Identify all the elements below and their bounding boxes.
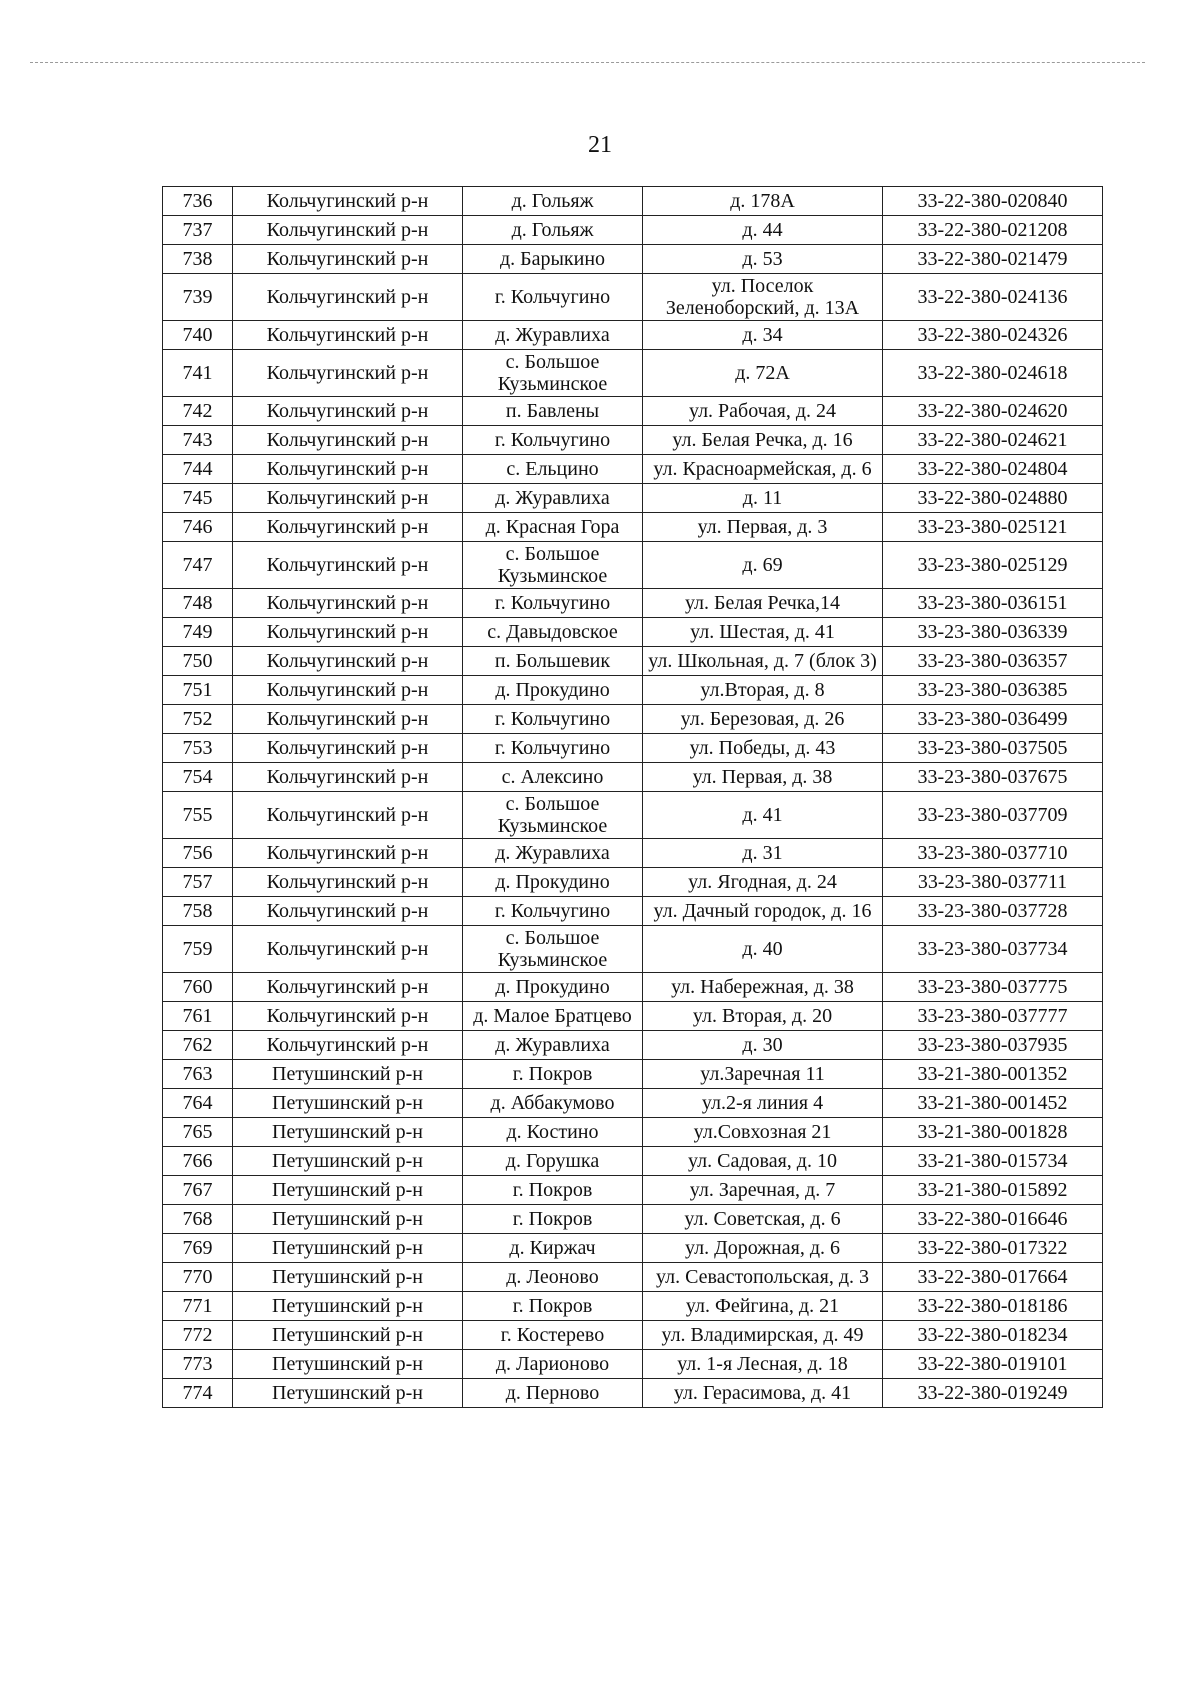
district-cell: Петушинский р-н — [233, 1147, 463, 1176]
address-cell: ул. Фейгина, д. 21 — [643, 1292, 883, 1321]
district-cell: Кольчугинский р-н — [233, 763, 463, 792]
address-cell: д. 41 — [643, 792, 883, 839]
row-number: 774 — [163, 1379, 233, 1408]
code-cell: 33-22-380-024804 — [883, 455, 1103, 484]
table-row — [163, 187, 1103, 216]
locality-cell: г. Кольчугино — [463, 734, 643, 763]
district-cell: Кольчугинский р-н — [233, 839, 463, 868]
row-number: 738 — [163, 245, 233, 274]
code-cell: 33-23-380-037728 — [883, 897, 1103, 926]
address-cell: ул. 1-я Лесная, д. 18 — [643, 1350, 883, 1379]
district-cell: Кольчугинский р-н — [233, 618, 463, 647]
row-number: 747 — [163, 542, 233, 589]
district-cell: Кольчугинский р-н — [233, 245, 463, 274]
locality-cell: с. Давыдовское — [463, 618, 643, 647]
locality-cell: г. Кольчугино — [463, 897, 643, 926]
table-row — [163, 350, 1103, 397]
table-row — [163, 589, 1103, 618]
address-cell: ул.Заречная 11 — [643, 1060, 883, 1089]
row-number: 767 — [163, 1176, 233, 1205]
table-row — [163, 897, 1103, 926]
table-row — [163, 618, 1103, 647]
address-cell: ул.Вторая, д. 8 — [643, 676, 883, 705]
address-cell: д. 34 — [643, 321, 883, 350]
locality-cell: д. Горушка — [463, 1147, 643, 1176]
locality-cell: д. Ларионово — [463, 1350, 643, 1379]
row-number: 761 — [163, 1002, 233, 1031]
district-cell: Кольчугинский р-н — [233, 734, 463, 763]
table-row — [163, 1379, 1103, 1408]
code-cell: 33-23-380-025121 — [883, 513, 1103, 542]
locality-cell: д. Леоново — [463, 1263, 643, 1292]
address-cell: д. 69 — [643, 542, 883, 589]
row-number: 756 — [163, 839, 233, 868]
locality-cell: д. Перново — [463, 1379, 643, 1408]
locality-cell: д. Журавлиха — [463, 484, 643, 513]
locality-cell: д. Красная Гора — [463, 513, 643, 542]
district-cell: Петушинский р-н — [233, 1176, 463, 1205]
row-number: 753 — [163, 734, 233, 763]
table-row — [163, 245, 1103, 274]
code-cell: 33-21-380-015892 — [883, 1176, 1103, 1205]
code-cell: 33-23-380-037711 — [883, 868, 1103, 897]
locality-cell: п. Бавлены — [463, 397, 643, 426]
locality-cell: г. Покров — [463, 1292, 643, 1321]
address-cell: ул. Белая Речка,14 — [643, 589, 883, 618]
address-cell: д. 40 — [643, 926, 883, 973]
address-cell: ул. Советская, д. 6 — [643, 1205, 883, 1234]
table-row — [163, 274, 1103, 321]
address-cell: д. 11 — [643, 484, 883, 513]
district-cell: Петушинский р-н — [233, 1205, 463, 1234]
code-cell: 33-22-380-024618 — [883, 350, 1103, 397]
district-cell: Кольчугинский р-н — [233, 1002, 463, 1031]
row-number: 754 — [163, 763, 233, 792]
row-number: 736 — [163, 187, 233, 216]
row-number: 766 — [163, 1147, 233, 1176]
locality-cell: с. Алексино — [463, 763, 643, 792]
code-cell: 33-21-380-015734 — [883, 1147, 1103, 1176]
district-cell: Кольчугинский р-н — [233, 647, 463, 676]
table-row — [163, 839, 1103, 868]
address-cell: ул. Севастопольская, д. 3 — [643, 1263, 883, 1292]
address-cell: ул. Заречная, д. 7 — [643, 1176, 883, 1205]
locality-cell: д. Гольяж — [463, 216, 643, 245]
code-cell: 33-22-380-017664 — [883, 1263, 1103, 1292]
locality-cell: д. Прокудино — [463, 973, 643, 1002]
row-number: 772 — [163, 1321, 233, 1350]
row-number: 755 — [163, 792, 233, 839]
district-cell: Кольчугинский р-н — [233, 868, 463, 897]
code-cell: 33-23-380-025129 — [883, 542, 1103, 589]
row-number: 745 — [163, 484, 233, 513]
table-row — [163, 216, 1103, 245]
locality-cell: г. Покров — [463, 1060, 643, 1089]
row-number: 750 — [163, 647, 233, 676]
row-number: 765 — [163, 1118, 233, 1147]
table-row — [163, 647, 1103, 676]
row-number: 759 — [163, 926, 233, 973]
row-number: 751 — [163, 676, 233, 705]
row-number: 760 — [163, 973, 233, 1002]
district-cell: Кольчугинский р-н — [233, 589, 463, 618]
locality-cell: д. Гольяж — [463, 187, 643, 216]
table-row — [163, 926, 1103, 973]
code-cell: 33-22-380-024326 — [883, 321, 1103, 350]
table-row — [163, 1147, 1103, 1176]
scan-artifact-line — [30, 62, 1145, 63]
code-cell: 33-23-380-037709 — [883, 792, 1103, 839]
row-number: 752 — [163, 705, 233, 734]
row-number: 762 — [163, 1031, 233, 1060]
district-cell: Кольчугинский р-н — [233, 455, 463, 484]
district-cell: Кольчугинский р-н — [233, 484, 463, 513]
district-cell: Кольчугинский р-н — [233, 926, 463, 973]
code-cell: 33-23-380-036499 — [883, 705, 1103, 734]
locality-cell: г. Кольчугино — [463, 274, 643, 321]
table-row — [163, 426, 1103, 455]
locality-cell: с. Ельцино — [463, 455, 643, 484]
code-cell: 33-23-380-037777 — [883, 1002, 1103, 1031]
table-row — [163, 542, 1103, 589]
code-cell: 33-21-380-001352 — [883, 1060, 1103, 1089]
row-number: 773 — [163, 1350, 233, 1379]
table-row — [163, 734, 1103, 763]
table-row — [163, 1089, 1103, 1118]
row-number: 744 — [163, 455, 233, 484]
code-cell: 33-22-380-019249 — [883, 1379, 1103, 1408]
code-cell: 33-22-380-024620 — [883, 397, 1103, 426]
address-cell: д. 178А — [643, 187, 883, 216]
code-cell: 33-22-380-020840 — [883, 187, 1103, 216]
locality-cell: г. Покров — [463, 1176, 643, 1205]
table-row — [163, 321, 1103, 350]
address-cell: ул. Красноармейская, д. 6 — [643, 455, 883, 484]
row-number: 768 — [163, 1205, 233, 1234]
district-cell: Петушинский р-н — [233, 1118, 463, 1147]
address-cell: д. 31 — [643, 839, 883, 868]
code-cell: 33-23-380-036339 — [883, 618, 1103, 647]
district-cell: Петушинский р-н — [233, 1350, 463, 1379]
table-row — [163, 973, 1103, 1002]
code-cell: 33-23-380-036357 — [883, 647, 1103, 676]
address-cell: ул. Вторая, д. 20 — [643, 1002, 883, 1031]
address-cell: ул.2-я линия 4 — [643, 1089, 883, 1118]
district-cell: Кольчугинский р-н — [233, 705, 463, 734]
address-cell: ул. Березовая, д. 26 — [643, 705, 883, 734]
address-cell: ул. Первая, д. 3 — [643, 513, 883, 542]
code-cell: 33-22-380-021208 — [883, 216, 1103, 245]
table-row — [163, 1060, 1103, 1089]
row-number: 741 — [163, 350, 233, 397]
registry-table — [162, 186, 1103, 1408]
table-row — [163, 455, 1103, 484]
locality-cell: п. Большевик — [463, 647, 643, 676]
table-row — [163, 484, 1103, 513]
row-number: 742 — [163, 397, 233, 426]
row-number: 769 — [163, 1234, 233, 1263]
address-cell: ул. Белая Речка, д. 16 — [643, 426, 883, 455]
table-row — [163, 1031, 1103, 1060]
code-cell: 33-22-380-016646 — [883, 1205, 1103, 1234]
address-cell: ул. Владимирская, д. 49 — [643, 1321, 883, 1350]
address-cell: ул. Поселок Зеленоборский, д. 13А — [643, 274, 883, 321]
row-number: 763 — [163, 1060, 233, 1089]
district-cell: Кольчугинский р-н — [233, 274, 463, 321]
page-number: 21 — [588, 132, 612, 158]
address-cell: д. 30 — [643, 1031, 883, 1060]
locality-cell: д. Киржач — [463, 1234, 643, 1263]
table-row — [163, 1292, 1103, 1321]
locality-cell: д. Журавлиха — [463, 1031, 643, 1060]
locality-cell: д. Малое Братцево — [463, 1002, 643, 1031]
district-cell: Кольчугинский р-н — [233, 897, 463, 926]
row-number: 758 — [163, 897, 233, 926]
address-cell: ул. Победы, д. 43 — [643, 734, 883, 763]
code-cell: 33-23-380-037935 — [883, 1031, 1103, 1060]
code-cell: 33-22-380-024136 — [883, 274, 1103, 321]
code-cell: 33-23-380-037505 — [883, 734, 1103, 763]
locality-cell: г. Костерево — [463, 1321, 643, 1350]
locality-cell: с. Большое Кузьминское — [463, 542, 643, 589]
locality-cell: д. Прокудино — [463, 868, 643, 897]
code-cell: 33-22-380-018234 — [883, 1321, 1103, 1350]
locality-cell: д. Журавлиха — [463, 321, 643, 350]
district-cell: Кольчугинский р-н — [233, 397, 463, 426]
row-number: 737 — [163, 216, 233, 245]
address-cell: д. 53 — [643, 245, 883, 274]
district-cell: Кольчугинский р-н — [233, 216, 463, 245]
table-row — [163, 1350, 1103, 1379]
code-cell: 33-23-380-036151 — [883, 589, 1103, 618]
code-cell: 33-21-380-001452 — [883, 1089, 1103, 1118]
district-cell: Кольчугинский р-н — [233, 792, 463, 839]
district-cell: Петушинский р-н — [233, 1089, 463, 1118]
district-cell: Кольчугинский р-н — [233, 321, 463, 350]
code-cell: 33-22-380-018186 — [883, 1292, 1103, 1321]
table-row — [163, 792, 1103, 839]
table-row — [163, 1234, 1103, 1263]
code-cell: 33-22-380-024880 — [883, 484, 1103, 513]
district-cell: Петушинский р-н — [233, 1234, 463, 1263]
locality-cell: д. Барыкино — [463, 245, 643, 274]
registry-table-body — [163, 187, 1103, 1408]
address-cell: ул. Рабочая, д. 24 — [643, 397, 883, 426]
locality-cell: д. Журавлиха — [463, 839, 643, 868]
address-cell: ул. Ягодная, д. 24 — [643, 868, 883, 897]
locality-cell: с. Большое Кузьминское — [463, 926, 643, 973]
district-cell: Петушинский р-н — [233, 1263, 463, 1292]
address-cell: ул. Садовая, д. 10 — [643, 1147, 883, 1176]
row-number: 757 — [163, 868, 233, 897]
code-cell: 33-23-380-037775 — [883, 973, 1103, 1002]
district-cell: Петушинский р-н — [233, 1292, 463, 1321]
table-row — [163, 1205, 1103, 1234]
row-number: 746 — [163, 513, 233, 542]
table-row — [163, 705, 1103, 734]
table-row — [163, 397, 1103, 426]
code-cell: 33-23-380-037710 — [883, 839, 1103, 868]
locality-cell: с. Большое Кузьминское — [463, 792, 643, 839]
locality-cell: д. Прокудино — [463, 676, 643, 705]
row-number: 740 — [163, 321, 233, 350]
district-cell: Петушинский р-н — [233, 1060, 463, 1089]
address-cell: ул. Дачный городок, д. 16 — [643, 897, 883, 926]
locality-cell: г. Покров — [463, 1205, 643, 1234]
code-cell: 33-22-380-017322 — [883, 1234, 1103, 1263]
district-cell: Кольчугинский р-н — [233, 426, 463, 455]
row-number: 743 — [163, 426, 233, 455]
address-cell: ул. Дорожная, д. 6 — [643, 1234, 883, 1263]
row-number: 770 — [163, 1263, 233, 1292]
address-cell: ул. Герасимова, д. 41 — [643, 1379, 883, 1408]
district-cell: Кольчугинский р-н — [233, 350, 463, 397]
code-cell: 33-23-380-036385 — [883, 676, 1103, 705]
code-cell: 33-23-380-037675 — [883, 763, 1103, 792]
row-number: 748 — [163, 589, 233, 618]
row-number: 764 — [163, 1089, 233, 1118]
table-row — [163, 1118, 1103, 1147]
address-cell: ул.Совхозная 21 — [643, 1118, 883, 1147]
row-number: 749 — [163, 618, 233, 647]
table-row — [163, 1002, 1103, 1031]
table-row — [163, 763, 1103, 792]
locality-cell: с. Большое Кузьминское — [463, 350, 643, 397]
address-cell: ул. Первая, д. 38 — [643, 763, 883, 792]
table-row — [163, 1321, 1103, 1350]
code-cell: 33-22-380-021479 — [883, 245, 1103, 274]
district-cell: Кольчугинский р-н — [233, 1031, 463, 1060]
address-cell: ул. Набережная, д. 38 — [643, 973, 883, 1002]
code-cell: 33-23-380-037734 — [883, 926, 1103, 973]
address-cell: ул. Шестая, д. 41 — [643, 618, 883, 647]
district-cell: Кольчугинский р-н — [233, 542, 463, 589]
table-row — [163, 513, 1103, 542]
code-cell: 33-21-380-001828 — [883, 1118, 1103, 1147]
locality-cell: г. Кольчугино — [463, 705, 643, 734]
district-cell: Петушинский р-н — [233, 1321, 463, 1350]
locality-cell: г. Кольчугино — [463, 589, 643, 618]
code-cell: 33-22-380-024621 — [883, 426, 1103, 455]
address-cell: д. 72А — [643, 350, 883, 397]
district-cell: Кольчугинский р-н — [233, 187, 463, 216]
district-cell: Петушинский р-н — [233, 1379, 463, 1408]
table-row — [163, 1263, 1103, 1292]
row-number: 771 — [163, 1292, 233, 1321]
address-cell: д. 44 — [643, 216, 883, 245]
district-cell: Кольчугинский р-н — [233, 513, 463, 542]
district-cell: Кольчугинский р-н — [233, 676, 463, 705]
row-number: 739 — [163, 274, 233, 321]
locality-cell: г. Кольчугино — [463, 426, 643, 455]
code-cell: 33-22-380-019101 — [883, 1350, 1103, 1379]
locality-cell: д. Аббакумово — [463, 1089, 643, 1118]
district-cell: Кольчугинский р-н — [233, 973, 463, 1002]
table-row — [163, 1176, 1103, 1205]
address-cell: ул. Школьная, д. 7 (блок 3) — [643, 647, 883, 676]
table-row — [163, 868, 1103, 897]
table-row — [163, 676, 1103, 705]
locality-cell: д. Костино — [463, 1118, 643, 1147]
